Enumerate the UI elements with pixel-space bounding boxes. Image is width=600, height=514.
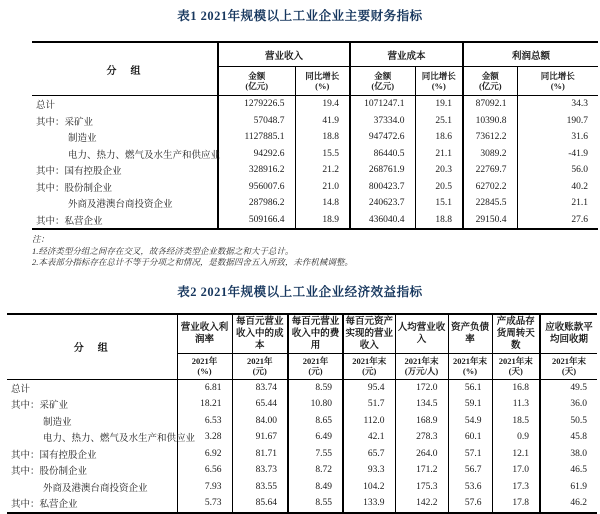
table-row	[32, 162, 598, 179]
cell-value: 3089.2	[463, 146, 517, 163]
financial-indicators-table	[32, 41, 598, 230]
cell-value: 8.72	[288, 462, 343, 479]
cell-value: 93.3	[343, 462, 395, 479]
cell-value: 61.9	[570, 481, 587, 492]
cell-value: 17.3	[492, 479, 540, 496]
cell-value: 264.0	[395, 446, 448, 463]
cell-value: 53.6	[448, 479, 492, 496]
row-label: 其中：采矿业	[32, 113, 218, 130]
subheader-period: 2021年末 (元)	[343, 353, 395, 379]
table-header-row	[32, 42, 598, 67]
cell-value: 18.9	[295, 212, 350, 230]
cell-value: 37334.0	[350, 113, 415, 130]
cell-value: 8.49	[288, 479, 343, 496]
cell-value: 83.55	[232, 479, 288, 496]
cell-value: 65.7	[343, 446, 395, 463]
row-label: 电力、热力、燃气及水生产和供应业	[7, 429, 177, 446]
cell-value: 17.0	[492, 462, 540, 479]
cell-value: 1127885.1	[218, 129, 295, 146]
table-row	[7, 379, 597, 396]
table-row	[7, 446, 597, 463]
cell-value: 5.73	[177, 495, 232, 513]
subheader-amount: 金额 (亿元)	[463, 67, 517, 96]
cell-value: 12.1	[492, 446, 540, 463]
subheader-growth: 同比增长 (%)	[415, 67, 463, 96]
table-row	[7, 462, 597, 479]
cell-value: 29150.4	[463, 212, 517, 230]
cell-value: 268761.9	[350, 162, 415, 179]
cell-value: 1071247.1	[350, 96, 415, 113]
cell-value: 278.3	[395, 429, 448, 446]
cell-value: 56.7	[448, 462, 492, 479]
notes-label: 注：	[32, 234, 50, 244]
cell-value: 800423.7	[350, 179, 415, 196]
subheader-amount: 金额 (亿元)	[218, 67, 295, 96]
cell-value: 956007.6	[218, 179, 295, 196]
column-header-group: 分 组	[32, 42, 218, 96]
cell-value: 21.1	[571, 198, 589, 209]
subheader-period: 2021年末 (%)	[448, 353, 492, 379]
column-header-revenue-per-capita: 人均营业收入	[395, 314, 448, 354]
cell-value: 81.71	[232, 446, 288, 463]
cell-value: 91.67	[232, 429, 288, 446]
row-label: 其中：采矿业	[7, 396, 177, 413]
table-row	[32, 195, 598, 212]
column-header-group: 分 组	[7, 314, 177, 380]
cell-value: 87092.1	[463, 96, 517, 113]
table-row	[7, 495, 597, 513]
cell-value: 15.5	[295, 146, 350, 163]
table-row	[32, 96, 598, 113]
subheader-growth: 同比增长 (%)	[295, 67, 350, 96]
cell-value: 83.74	[232, 379, 288, 396]
cell-value: 104.2	[343, 479, 395, 496]
cell-value: 240623.7	[350, 195, 415, 212]
cell-value: 22769.7	[463, 162, 517, 179]
column-header-receivables-collection-period: 应收账款平均回收期	[540, 314, 597, 354]
table-row	[7, 396, 597, 413]
cell-value: 20.5	[415, 179, 463, 196]
table-row	[7, 413, 597, 430]
cell-value: 25.1	[415, 113, 463, 130]
cell-value: 22845.5	[463, 195, 517, 212]
cell-value: 6.81	[177, 379, 232, 396]
cell-value: 18.6	[415, 129, 463, 146]
row-label: 外商及港澳台商投资企业	[7, 479, 177, 496]
cell-value: 947472.6	[350, 129, 415, 146]
row-label: 其中：国有控股企业	[32, 162, 218, 179]
cell-value: 14.8	[295, 195, 350, 212]
cell-value: 59.1	[448, 396, 492, 413]
cell-value: 8.59	[288, 379, 343, 396]
column-header-profit: 利润总额	[463, 42, 598, 67]
cell-value: 19.4	[295, 96, 350, 113]
table-row	[32, 129, 598, 146]
cell-value: 190.7	[566, 115, 589, 126]
cell-value: 509166.4	[218, 212, 295, 230]
cell-value: 57.1	[448, 446, 492, 463]
cell-value: 36.0	[570, 399, 587, 410]
cell-value: 175.3	[395, 479, 448, 496]
cell-value: 6.53	[177, 413, 232, 430]
cell-value: 85.64	[232, 495, 288, 513]
cell-value: 34.3	[571, 99, 589, 110]
cell-value: 51.7	[343, 396, 395, 413]
cell-value: 45.8	[570, 432, 587, 443]
note-item: 1.经济类型分组之间存在交叉，故各经济类型企业数据之和大于总计。	[32, 245, 294, 256]
row-label: 总计	[32, 96, 218, 113]
cell-value: 42.1	[343, 429, 395, 446]
row-label: 其中：国有控股企业	[7, 446, 177, 463]
cell-value: 62702.2	[463, 179, 517, 196]
cell-value: 73612.2	[463, 129, 517, 146]
cell-value: 56.0	[571, 165, 589, 176]
cell-value: 112.0	[343, 413, 395, 430]
cell-value: -41.9	[568, 148, 589, 159]
cell-value: 6.92	[177, 446, 232, 463]
cell-value: 41.9	[295, 113, 350, 130]
cell-value: 94292.6	[218, 146, 295, 163]
cell-value: 16.8	[492, 379, 540, 396]
cell-value: 6.56	[177, 462, 232, 479]
cell-value: 56.1	[448, 379, 492, 396]
table2-title: 表2 2021年规模以上工业企业经济效益指标	[177, 284, 423, 299]
subheader-growth: 同比增长 (%)	[517, 67, 598, 96]
subheader-amount: 金额 (亿元)	[350, 67, 415, 96]
cell-value: 57048.7	[218, 113, 295, 130]
cell-value: 15.1	[415, 195, 463, 212]
subheader-period: 2021年 (%)	[177, 353, 232, 379]
row-label: 制造业	[7, 413, 177, 430]
table-row	[32, 146, 598, 163]
row-label: 其中：私营企业	[7, 495, 177, 513]
cell-value: 57.6	[448, 495, 492, 513]
cell-value: 3.28	[177, 429, 232, 446]
cell-value: 50.5	[570, 415, 587, 426]
row-label: 制造业	[32, 129, 218, 146]
table-row	[7, 429, 597, 446]
column-header-revenue-per-100-assets: 每百元资产实现的营业收入	[343, 314, 395, 354]
cell-value: 172.0	[395, 379, 448, 396]
row-label: 总计	[7, 379, 177, 396]
column-header-expense-per-100: 每百元营业收入中的费用	[288, 314, 343, 354]
row-label: 外商及港澳台商投资企业	[32, 195, 218, 212]
cell-value: 60.1	[448, 429, 492, 446]
cell-value: 328916.2	[218, 162, 295, 179]
column-header-cost: 营业成本	[350, 42, 463, 67]
cell-value: 18.21	[177, 396, 232, 413]
cell-value: 46.5	[570, 465, 587, 476]
table-row	[32, 113, 598, 130]
table-header-row	[7, 314, 597, 354]
cell-value: 38.0	[570, 448, 587, 459]
subheader-period: 2021年末 (天)	[540, 353, 597, 379]
cell-value: 84.00	[232, 413, 288, 430]
row-label: 其中：股份制企业	[32, 179, 218, 196]
cell-value: 10.80	[288, 396, 343, 413]
cell-value: 21.1	[415, 146, 463, 163]
cell-value: 6.49	[288, 429, 343, 446]
cell-value: 19.1	[415, 96, 463, 113]
subheader-period: 2021年末 (万元/人)	[395, 353, 448, 379]
cell-value: 86440.5	[350, 146, 415, 163]
cell-value: 11.3	[492, 396, 540, 413]
economic-benefit-table	[7, 313, 597, 514]
cell-value: 18.8	[295, 129, 350, 146]
cell-value: 17.8	[492, 495, 540, 513]
column-header-debt-ratio: 资产负债率	[448, 314, 492, 354]
row-label: 电力、热力、燃气及水生产和供应业	[32, 146, 218, 163]
note-item: 2.本表部分指标存在总计不等于分项之和情况，是数据四舍五入所致，未作机械调整。	[32, 257, 353, 267]
cell-value: 7.55	[288, 446, 343, 463]
table-row	[7, 479, 597, 496]
cell-value: 95.4	[343, 379, 395, 396]
row-label: 其中：股份制企业	[7, 462, 177, 479]
cell-value: 18.8	[415, 212, 463, 230]
row-label: 其中：私营企业	[32, 212, 218, 230]
cell-value: 171.2	[395, 462, 448, 479]
cell-value: 8.55	[288, 495, 343, 513]
table-row	[32, 212, 598, 230]
table1-notes	[32, 234, 600, 269]
cell-value: 142.2	[395, 495, 448, 513]
table1-title: 表1 2021年规模以上工业企业主要财务指标	[177, 9, 423, 23]
cell-value: 8.65	[288, 413, 343, 430]
cell-value: 21.0	[295, 179, 350, 196]
cell-value: 65.44	[232, 396, 288, 413]
cell-value: 49.5	[570, 382, 587, 393]
cell-value: 133.9	[343, 495, 395, 513]
cell-value: 436040.4	[350, 212, 415, 230]
column-header-cost-per-100: 每百元营业收入中的成本	[232, 314, 288, 354]
table-row	[32, 179, 598, 196]
cell-value: 134.5	[395, 396, 448, 413]
column-header-revenue: 营业收入	[218, 42, 350, 67]
cell-value: 7.93	[177, 479, 232, 496]
cell-value: 168.9	[395, 413, 448, 430]
column-header-profit-margin: 营业收入利润率	[177, 314, 232, 354]
column-header-inventory-turnover-days: 产成品存货周转天数	[492, 314, 540, 354]
cell-value: 18.5	[492, 413, 540, 430]
subheader-period: 2021年 (元)	[232, 353, 288, 379]
cell-value: 54.9	[448, 413, 492, 430]
cell-value: 40.2	[571, 181, 589, 192]
cell-value: 46.2	[570, 498, 587, 509]
cell-value: 20.3	[415, 162, 463, 179]
cell-value: 287986.2	[218, 195, 295, 212]
cell-value: 21.2	[295, 162, 350, 179]
cell-value: 27.6	[571, 214, 589, 225]
cell-value: 0.9	[492, 429, 540, 446]
cell-value: 83.73	[232, 462, 288, 479]
cell-value: 31.6	[571, 132, 589, 143]
cell-value: 1279226.5	[218, 96, 295, 113]
subheader-period: 2021年 (元)	[288, 353, 343, 379]
subheader-period: 2021年末 (天)	[492, 353, 540, 379]
cell-value: 10390.8	[463, 113, 517, 130]
